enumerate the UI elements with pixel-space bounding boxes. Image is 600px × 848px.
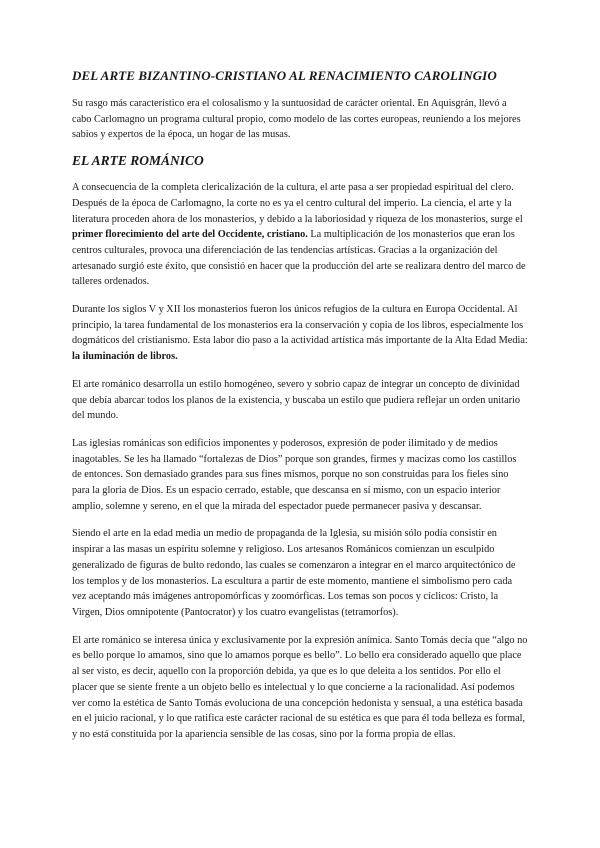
paragraph-3: El arte románico desarrolla un estilo homogéneo, severo y sobrio capaz de integrar un concepto de divinidad que debía abarcar todos los planos de la existencia, y buscaba un estilo que pudiera reflejar un orden unitario del mundo. xyxy=(72,378,521,422)
paragraph-5: Siendo el arte en la edad media un medio de propaganda de la Iglesia, su misión sólo podía consistir en inspirar a las masas un espíritu solemne y religioso. Los artesanos Románicos comienzan un esculpido generalizado de figuras de bulto redondo, las cuales se comenzaron a integrar en el marco arquitectónico de los templos y de los monasterios. La escultura a partir de este momento, mantiene el simbolismo pero cada vez aceptando más imágenes antropomórficas y zoomórficas. Los temas son pocos y cíclicos: Cristo, la Virgen, Dios omnipotente (Pantocrator) y los cuatro evangelistas (tetramorfos). xyxy=(72,528,516,618)
paragraph-1 xyxy=(72,180,528,290)
paragraph-6: El arte románico se interesa única y exclusivamente por la expresión anímica. Santo Tomás decía que “algo no es bello porque lo amamos, sino que lo amamos porque es bello”. Lo bello era considerado aquello que place al ser visto, es decir, aquello con la proporción debida, ya que es lo que deleita a los sentidos. Por ello el placer que se siente frente a un objeto bello es intelectual y lo que concierne a la racionalidad. Así podemos ver como la estética de Santo Tomás evoluciona de una concepción hedonista y sensual, a una estética basada en el juicio racional, y lo que ratifica este carácter racional de su estética es que para él toda belleza es formal, y no está constituida por la apariencia sensible de las cosas, sino por la forma propia de ellas. xyxy=(72,634,528,740)
section-title: EL ARTE ROMÁNICO xyxy=(72,153,204,169)
intro-paragraph: Su rasgo más característico era el colosalismo y la suntuosidad de carácter oriental. En Aquisgrán, llevó a cabo Carlomagno un programa cultural propio, como modelo de las cortes europeas, reuniendo a los mejores sabios y expertos de la época, un hogar de las musas. xyxy=(72,98,521,141)
document-title: DEL ARTE BIZANTINO-CRISTIANO AL RENACIMIENTO CAROLINGIO xyxy=(72,68,497,83)
paragraph-1-bold: primer florecimiento del arte del Occidente, cristiano. xyxy=(72,229,308,241)
paragraph-1-text-c: La multiplicación de los monasterios que eran los centros culturales, provoca una diferenciación de las tendencias artísticas. Gracias a la organización del artesanado surgió este éxito, que consistió en hacer que la producción del arte se realizara dentro del marco de talleres ordenados. xyxy=(72,229,526,288)
paragraph-2-text-a: Durante los siglos V y XII los monasterios fueron los únicos refugios de la cultura en Europa Occidental. Al principio, la tarea fundamental de los monasterios era la conservación y copia de los libros, especialmente los dogmáticos del cristianismo. Esta labor dio paso a la actividad artística más importante de la Alta Edad Media: xyxy=(72,304,528,347)
paragraph-2 xyxy=(72,302,528,365)
document-page xyxy=(72,68,528,755)
paragraph-1-text-a: A consecuencia de la completa clericalización de la cultura, el arte pasa a ser propiedad espiritual del clero. Después de la época de Carlomagno, la corte no es ya el centro cultural del imperio. La ciencia, el arte y la literatura proceden ahora de los monasterios, y debido a la laboriosidad y riqueza de los monasterios, surge el xyxy=(72,182,523,225)
paragraph-2-bold: la iluminación de libros. xyxy=(72,351,178,363)
paragraph-4: Las iglesias románicas son edificios imponentes y poderosos, expresión de poder ilimitado y de medios inagotables. Se les ha llamado “fortalezas de Dios” porque son grandes, firmes y macizas como los castillos de entonces. Son demasiado grandes para sus fines mismos, porque no son construidas para los fieles sino para la gloria de Dios. Es un espacio cerrado, estable, que descansa en sí mismo, con un espacio interior amplio, solemne y sereno, en el que la mirada del espectador puede permanecer pasiva y descansar. xyxy=(72,437,517,512)
